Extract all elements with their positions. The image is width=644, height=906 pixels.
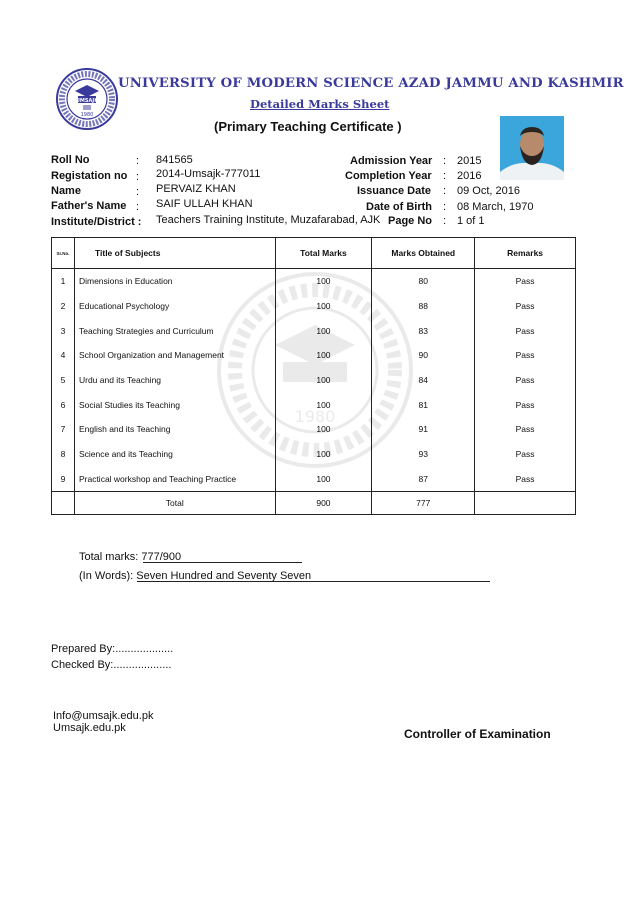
name-value: PERVAIZ KHAN xyxy=(156,183,236,195)
father-label: Father's Name xyxy=(51,200,127,212)
reg-value: 2014-Umsajk-777011 xyxy=(156,168,261,180)
cell-total-marks: 100 xyxy=(275,417,372,442)
cell-sr: 2 xyxy=(52,294,75,319)
cell-marks-obtained: 80 xyxy=(372,269,475,294)
cell-total-marks: 100 xyxy=(275,392,372,417)
university-name: UNIVERSITY OF MODERN SCIENCE AZAD JAMMU AND KASHMIR xyxy=(118,76,624,91)
cell-marks-obtained: 81 xyxy=(372,392,475,417)
table-row xyxy=(52,318,576,343)
dob-value: 08 March, 1970 xyxy=(457,201,534,213)
total-obtained: 777 xyxy=(372,492,475,515)
student-photo xyxy=(500,116,564,180)
cell-remarks: Pass xyxy=(475,442,576,467)
issuance-value: 09 Oct, 2016 xyxy=(457,185,520,197)
cell-total-marks: 100 xyxy=(275,466,372,491)
cell-subject: Urdu and its Teaching xyxy=(74,368,275,393)
cell-marks-obtained: 91 xyxy=(372,417,475,442)
father-value: SAIF ULLAH KHAN xyxy=(156,198,253,210)
cell-remarks: Pass xyxy=(475,466,576,491)
cell-marks-obtained: 87 xyxy=(372,466,475,491)
total-label: Total xyxy=(74,492,275,515)
name-label: Name xyxy=(51,185,81,197)
prepared-by: Prepared By:................... xyxy=(51,643,174,655)
cell-marks-obtained: 84 xyxy=(372,368,475,393)
cell-marks-obtained: 93 xyxy=(372,442,475,467)
cell-remarks: Pass xyxy=(475,343,576,368)
in-words-label: (In Words): xyxy=(79,570,134,582)
completion-label: Completion Year xyxy=(345,170,432,182)
cell-sr: 5 xyxy=(52,368,75,393)
cell-sr: 4 xyxy=(52,343,75,368)
colon: : xyxy=(136,186,140,198)
cell-sr: 6 xyxy=(52,392,75,417)
cell-remarks: Pass xyxy=(475,417,576,442)
table-row xyxy=(52,417,576,442)
cell-sr: 7 xyxy=(52,417,75,442)
cell-total-marks: 100 xyxy=(275,368,372,393)
header-remarks: Remarks xyxy=(475,238,576,269)
cell-subject: Teaching Strategies and Curriculum xyxy=(74,318,275,343)
admission-value: 2015 xyxy=(457,155,482,167)
checked-by: Checked By:................... xyxy=(51,659,172,671)
cell-marks-obtained: 88 xyxy=(372,294,475,319)
cell-remarks: Pass xyxy=(475,318,576,343)
cell-remarks: Pass xyxy=(475,368,576,393)
dob-label: Date of Birth xyxy=(366,201,432,213)
cell-subject: Science and its Teaching xyxy=(74,442,275,467)
colon: : xyxy=(136,155,140,167)
total-marks-value: 777/900 xyxy=(141,551,182,563)
logo-year: 1980 xyxy=(80,112,94,118)
table-row xyxy=(52,269,576,294)
table-row xyxy=(52,343,576,368)
marks-table xyxy=(51,237,576,515)
cell-subject: School Organization and Management xyxy=(74,343,275,368)
page-value: 1 of 1 xyxy=(457,215,485,227)
page-label: Page No xyxy=(388,215,433,227)
table-row xyxy=(52,368,576,393)
cell-total-marks: 100 xyxy=(275,318,372,343)
marks-sheet-title: Detailed Marks Sheet xyxy=(250,97,390,111)
table-header-row xyxy=(52,238,576,269)
watermark-year: 1980 xyxy=(294,407,336,426)
logo-text: UMSAJK xyxy=(75,98,99,104)
cell-remarks: Pass xyxy=(475,294,576,319)
in-words-value: Seven Hundred and Seventy Seven xyxy=(136,570,312,582)
cell-marks-obtained: 90 xyxy=(372,343,475,368)
admission-label: Admission Year xyxy=(350,155,433,167)
cell-total-marks: 100 xyxy=(275,442,372,467)
underline xyxy=(137,581,490,582)
table-row xyxy=(52,442,576,467)
cell-subject: Dimensions in Education xyxy=(74,269,275,294)
colon: : xyxy=(136,201,140,213)
colon: : xyxy=(443,170,447,182)
total-remarks xyxy=(475,492,576,515)
roll-value: 841565 xyxy=(156,154,193,166)
institute-label: Institute/District : xyxy=(51,216,142,228)
cell-total-marks: 100 xyxy=(275,343,372,368)
cell-remarks: Pass xyxy=(475,392,576,417)
roll-label: Roll No xyxy=(51,154,90,166)
cell-marks-obtained: 83 xyxy=(372,318,475,343)
total-sr xyxy=(52,492,75,515)
header-subject: Title of Subjects xyxy=(74,238,275,269)
certificate-title: (Primary Teaching Certificate ) xyxy=(214,119,402,134)
table-row xyxy=(52,466,576,491)
cell-total-marks: 100 xyxy=(275,269,372,294)
colon: : xyxy=(443,155,447,167)
cell-sr: 9 xyxy=(52,466,75,491)
colon: : xyxy=(443,185,447,197)
header-sr: Sr.No. xyxy=(52,238,75,269)
table-row xyxy=(52,294,576,319)
table-row xyxy=(52,392,576,417)
total-marks: 900 xyxy=(275,492,372,515)
contact-website[interactable]: Umsajk.edu.pk xyxy=(53,722,126,734)
header-obtained: Marks Obtained xyxy=(372,238,475,269)
header-total: Total Marks xyxy=(275,238,372,269)
issuance-label: Issuance Date xyxy=(357,185,431,197)
cell-remarks: Pass xyxy=(475,269,576,294)
institute-value: Teachers Training Institute, Muzafarabad, AJK xyxy=(156,214,381,226)
cell-subject: Educational Psychology xyxy=(74,294,275,319)
colon: : xyxy=(443,215,447,227)
reg-label: Registation no xyxy=(51,170,128,182)
contact-email[interactable]: Info@umsajk.edu.pk xyxy=(53,710,154,722)
cell-sr: 8 xyxy=(52,442,75,467)
cell-total-marks: 100 xyxy=(275,294,372,319)
cell-sr: 1 xyxy=(52,269,75,294)
cell-subject: English and its Teaching xyxy=(74,417,275,442)
completion-value: 2016 xyxy=(457,170,482,182)
cell-subject: Social Studies its Teaching xyxy=(74,392,275,417)
total-marks-label: Total marks: xyxy=(79,551,139,563)
cell-sr: 3 xyxy=(52,318,75,343)
university-logo xyxy=(56,68,118,130)
underline xyxy=(143,562,302,563)
colon: : xyxy=(443,201,447,213)
colon: : xyxy=(136,171,140,183)
controller-of-examination: Controller of Examination xyxy=(404,727,551,741)
total-row xyxy=(52,492,576,515)
cell-subject: Practical workshop and Teaching Practice xyxy=(74,466,275,491)
